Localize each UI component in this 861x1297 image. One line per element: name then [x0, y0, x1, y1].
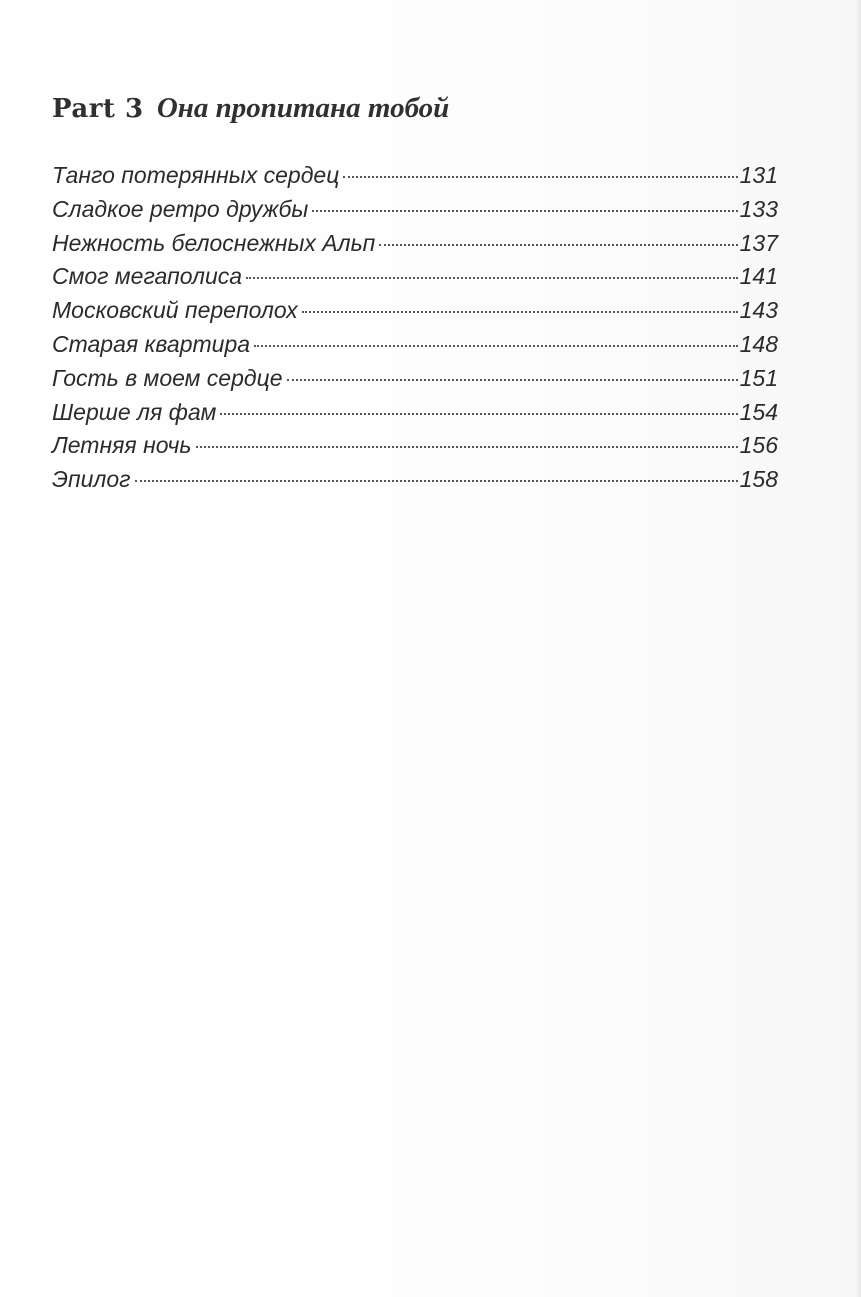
- toc-entry: [52, 196, 778, 230]
- toc-entry-title: Гость в моем сердце: [52, 364, 283, 391]
- toc-entry: [52, 297, 778, 331]
- toc-entry-title: Старая квартира: [52, 330, 251, 357]
- toc-entry-title: Нежность белоснежных Альп: [52, 229, 376, 256]
- toc-entry: [52, 399, 778, 433]
- dot-leader: [312, 210, 737, 212]
- dot-leader: [343, 176, 737, 178]
- toc-entry-title: Танго потерянных сердец: [52, 162, 340, 188]
- toc-entry: [52, 263, 778, 297]
- toc-entry-page: 154: [739, 398, 778, 425]
- dot-leader: [287, 379, 738, 381]
- dot-leader: [302, 311, 738, 313]
- dot-leader: [246, 277, 738, 279]
- page-edge-shadow: [855, 0, 861, 1297]
- part-title: Она пропитана тобой: [156, 92, 450, 124]
- part-heading: [52, 88, 449, 129]
- table-of-contents: [52, 162, 778, 500]
- toc-entry: [52, 432, 778, 466]
- toc-entry-page: 137: [739, 229, 778, 256]
- toc-entry-title: Летняя ночь: [52, 432, 192, 459]
- toc-entry-page: 151: [739, 364, 778, 391]
- dot-leader: [379, 244, 737, 246]
- toc-entry: [52, 162, 778, 196]
- dot-leader: [220, 413, 737, 415]
- toc-entry-page: 141: [739, 263, 778, 290]
- toc-entry-title: Сладкое ретро дружбы: [52, 195, 309, 222]
- dot-leader: [135, 480, 738, 482]
- toc-entry: [52, 230, 778, 264]
- part-label: Part 3: [52, 94, 144, 124]
- toc-entry-page: 143: [739, 297, 778, 324]
- toc-entry-title: Московский переполох: [52, 297, 298, 324]
- dot-leader: [196, 446, 738, 448]
- toc-entry: [52, 365, 778, 399]
- toc-entry: [52, 331, 778, 365]
- toc-entry-page: 133: [739, 195, 778, 222]
- toc-entry-page: 148: [739, 330, 778, 357]
- toc-entry: [52, 466, 778, 500]
- toc-entry-title: Смог мегаполиса: [52, 263, 243, 290]
- toc-entry-title: Эпилог: [52, 466, 131, 493]
- toc-entry-page: 156: [739, 432, 778, 459]
- toc-entry-title: Шерше ля фам: [52, 398, 217, 425]
- dot-leader: [254, 345, 738, 347]
- toc-entry-page: 131: [739, 162, 778, 188]
- toc-entry-page: 158: [739, 466, 778, 493]
